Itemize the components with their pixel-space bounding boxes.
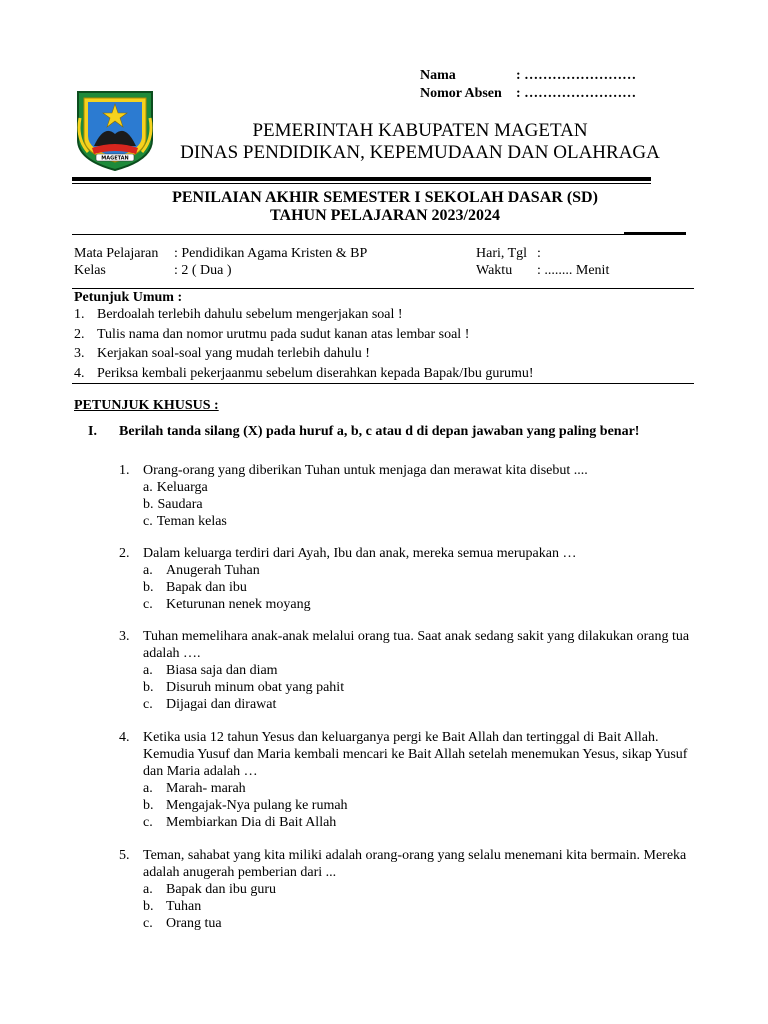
question [119,462,697,530]
title-rule [72,234,686,235]
option: b. Disuruh minum obat yang pahit [143,680,345,695]
class-row [74,263,232,279]
absen-field [420,86,636,102]
time-value: : ........ Menit [537,263,610,278]
general-item: 3. Kerjakan soal-soal yang mudah terlebih dahulu ! [74,346,370,361]
option: a. Keluarga [143,480,208,495]
option: c. Orang tua [143,916,222,931]
question [119,545,697,613]
day-row [476,246,541,262]
option: a. Biasa saja dan diam [143,663,278,678]
question-text: Tuhan memelihara anak-anak melalui orang tua. Saat anak sedang sakit yang dilakukan orang tua adalah …. [143,629,690,661]
name-value: : …………………… [516,68,637,83]
question-text: Orang-orang yang diberikan Tuhan untuk menjaga dan merawat kita disebut .... [143,463,588,478]
option: c. Teman kelas [143,514,227,529]
header-rule-thin [72,183,651,184]
option: a. Marah- marah [143,781,246,796]
special-instructions-title: PETUNJUK KHUSUS : [74,398,219,413]
general-rule [72,383,694,384]
question-text: Ketika usia 12 tahun Yesus dan keluarganya pergi ke Bait Allah dan tertinggal di Bait Allah. Kemudia Yusuf dan Maria kembali mencari ke Bait Allah setelah menemukan Yesus, sikap Yusuf dan Maria adalah … [143,730,688,779]
time-row [476,263,609,279]
question-number: 4. [119,730,130,745]
question [119,628,697,713]
instruction-text: Berilah tanda silang (X) pada huruf a, b, c atau d di depan jawaban yang paling benar! [119,424,640,439]
general-item: 2. Tulis nama dan nomor urutmu pada sudut kanan atas lembar soal ! [74,327,470,342]
subject-value: : Pendidikan Agama Kristen & BP [174,246,368,261]
option: c. Membiarkan Dia di Bait Allah [143,815,337,830]
option: b. Mengajak-Nya pulang ke rumah [143,798,348,813]
option-list [143,562,697,613]
magetan-emblem-icon [74,88,156,172]
department-name: DINAS PENDIDIKAN, KEPEMUDAAN DAN OLAHRAGA [180,142,660,163]
name-label: Nama [420,68,456,83]
question-text: Dalam keluarga terdiri dari Ayah, Ibu dan anak, mereka semua merupakan … [143,546,577,561]
option: b. Bapak dan ibu [143,580,247,595]
general-item: 4. Periksa kembali pekerjaanmu sebelum diserahkan kepada Bapak/Ibu gurumu! [74,366,534,381]
academic-year: TAHUN PELAJARAN 2023/2024 [270,207,500,224]
option-list [143,479,697,530]
option: b. Tuhan [143,899,202,914]
question-text: Teman, sahabat yang kita miliki adalah orang-orang yang selalu menemani kita bermain. Mereka adalah anugerah pemberian dari ... [143,848,687,880]
time-label: Waktu [476,263,513,278]
question [119,729,697,831]
absen-value: : …………………… [516,86,637,101]
option-list [143,780,697,831]
section-instruction [88,422,694,441]
day-value: : [537,246,541,261]
question-number: 2. [119,546,130,561]
logo-text: MAGETAN [101,155,129,162]
government-name: PEMERINTAH KABUPATEN MAGETAN [252,120,588,141]
meta-rule [72,288,694,289]
question-number: 3. [119,629,130,644]
subject-row [74,246,367,262]
class-value: : 2 ( Dua ) [174,263,232,278]
question-number: 1. [119,463,130,478]
class-label: Kelas [74,263,106,278]
section-number: I. [88,424,97,439]
absen-label: Nomor Absen [420,86,502,101]
option-list [143,881,697,932]
option: a. Bapak dan ibu guru [143,882,277,897]
option: b. Saudara [143,497,203,512]
option-list [143,662,697,713]
header-rule-thick [72,177,651,181]
option: c. Keturunan nenek moyang [143,597,311,612]
day-label: Hari, Tgl [476,246,528,261]
question [119,847,697,932]
general-item: 1. Berdoalah terlebih dahulu sebelum mengerjakan soal ! [74,307,403,322]
question-number: 5. [119,848,130,863]
general-instructions-title: Petunjuk Umum : [74,290,183,305]
option: c. Dijagai dan dirawat [143,697,277,712]
exam-title: PENILAIAN AKHIR SEMESTER I SEKOLAH DASAR (SD) [172,189,598,206]
subject-label: Mata Pelajaran [74,246,159,261]
option: a. Anugerah Tuhan [143,563,260,578]
name-field [420,68,636,84]
